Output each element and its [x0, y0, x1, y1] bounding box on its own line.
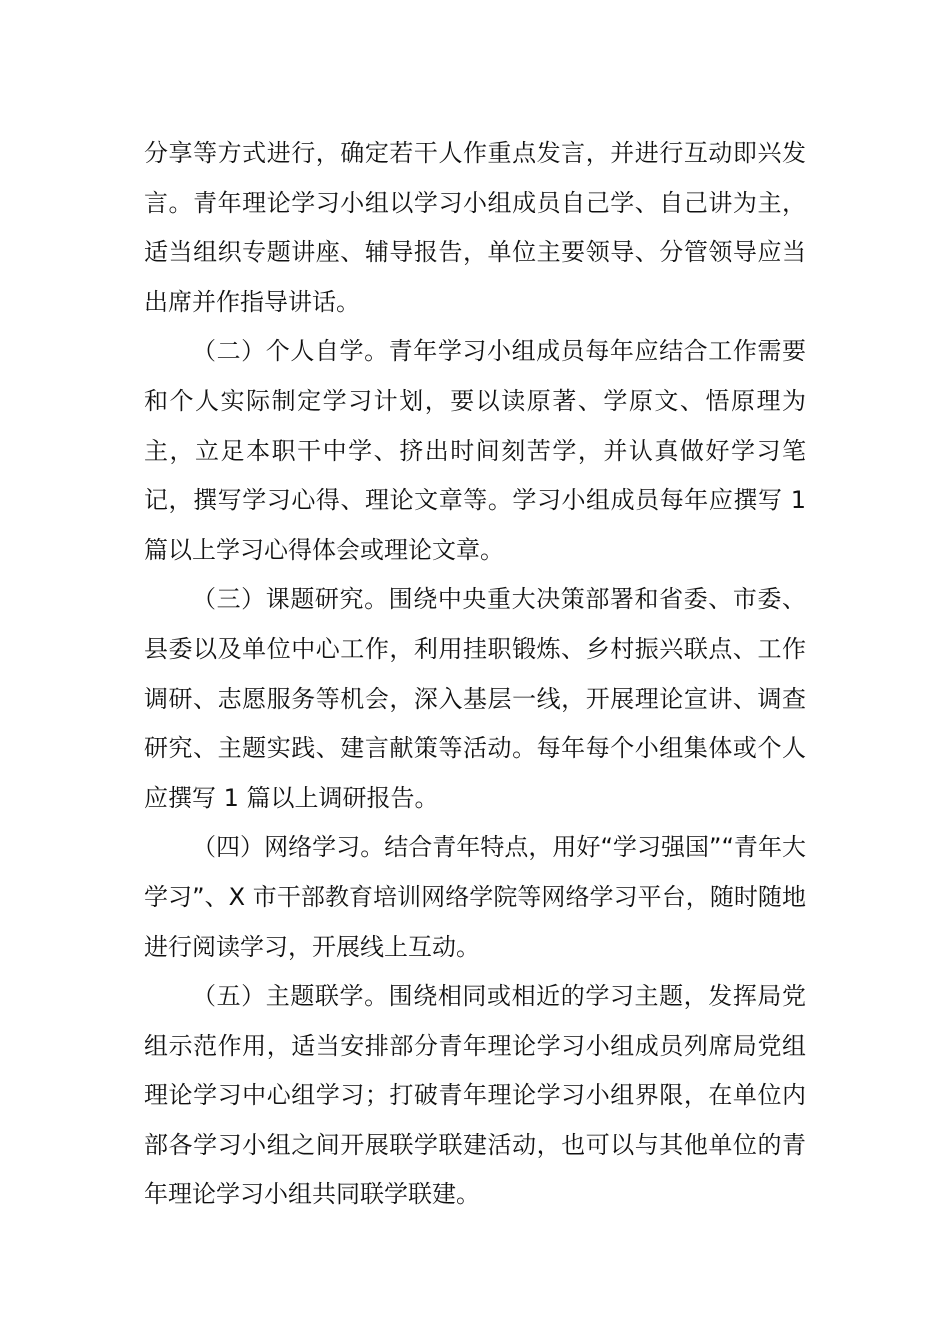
document-body: [144, 129, 806, 1220]
paragraph-topic-research: （三）课题研究。围绕中央重大决策部署和省委、市委、县委以及单位中心工作，利用挂职锻炼、乡村振兴联点、工作调研、志愿服务等机会，深入基层一线，开展理论宣讲、调查研究、主题实践、建言献策等活动。每年每个小组集体或个人应撰写 1 篇以上调研报告。: [144, 585, 806, 812]
paragraph-self-study: （二）个人自学。青年学习小组成员每年应结合工作需要和个人实际制定学习计划，要以读原著、学原文、悟原理为主，立足本职干中学、挤出时间刻苦学，并认真做好学习笔记，撰写学习心得、理论文章等。学习小组成员每年应撰写 1 篇以上学习心得体会或理论文章。: [144, 337, 806, 564]
paragraph-joint-learning: （五）主题联学。围绕相同或相近的学习主题，发挥局党组示范作用，适当安排部分青年理论学习小组成员列席局党组理论学习中心组学习；打破青年理论学习小组界限，在单位内部各学习小组之间开展联学联建活动，也可以与其他单位的青年理论学习小组共同联学联建。: [144, 982, 806, 1209]
paragraph-online-learning: （四）网络学习。结合青年特点，用好“学习强国”“青年大学习”、X 市干部教育培训网络学院等网络学习平台，随时随地进行阅读学习，开展线上互动。: [144, 833, 806, 961]
paragraph-continuation: 分享等方式进行，确定若干人作重点发言，并进行互动即兴发言。青年理论学习小组以学习小组成员自己学、自己讲为主，适当组织专题讲座、辅导报告，单位主要领导、分管领导应当出席并作指导讲话。: [144, 139, 806, 316]
